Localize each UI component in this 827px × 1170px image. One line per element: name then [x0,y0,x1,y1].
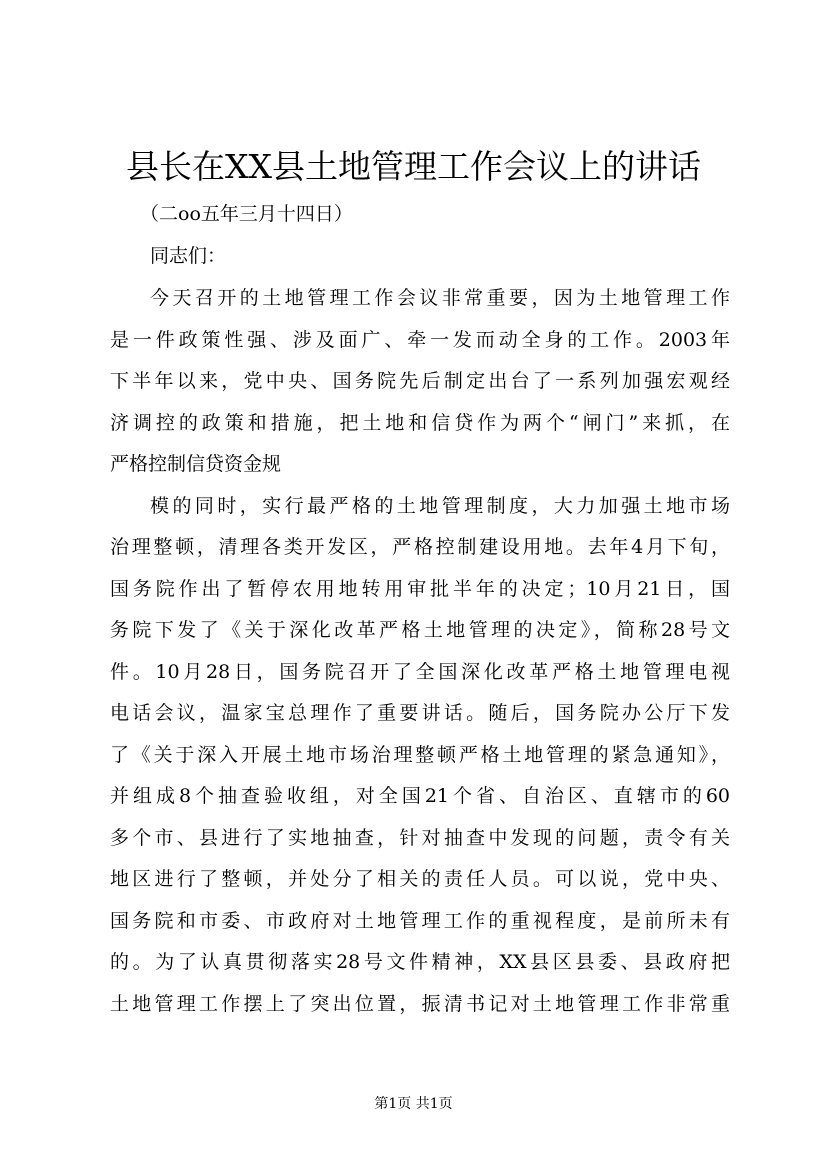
body-line: 济调控的政策和措施，把土地和信贷作为两个“闸门”来抓，在 [110,411,730,434]
body-line: 国务院作出了暂停农用地转用审批半年的决定；10月21日，国 [110,577,730,600]
speech-date: （二oo五年三月十四日） [140,203,353,225]
body-line: 多个市、县进行了实地抽查，针对抽查中发现的问题，责令有关 [110,826,730,849]
body-line: 件。10月28日，国务院召开了全国深化改革严格土地管理电视 [110,660,730,683]
page-footer: 第1页 共1页 [374,1096,453,1112]
body-line: 电话会议，温家宝总理作了重要讲话。随后，国务院办公厅下发 [110,702,730,724]
body-line: 严格控制信贷资金规 [110,453,282,475]
body-line: 是一件政策性强、涉及面广、牵一发而动全身的工作。2003年 [110,328,730,351]
document-title: 县长在XX县土地管理工作会议上的讲话 [126,147,701,186]
body-line: 治理整顿，清理各类开发区，严格控制建设用地。去年4月下旬， [110,536,730,558]
body-line: 模的同时，实行最严格的土地管理制度，大力加强土地市场 [150,494,730,517]
body-line: 并组成8个抽查验收组，对全国21个省、自治区、直辖市的60 [110,785,730,807]
body-line: 务院下发了《关于深化改革严格土地管理的决定》，简称28号文 [110,619,730,641]
greeting: 同志们： [150,245,227,267]
body-line: 的。为了认真贯彻落实28号文件精神，XX县区县委、县政府把 [110,951,730,973]
body-line: 了《关于深入开展土地市场治理整顿严格土地管理的紧急通知》， [110,743,730,766]
body-line: 今天召开的土地管理工作会议非常重要，因为土地管理工作 [150,287,730,309]
body-line: 土地管理工作摆上了突出位置，振清书记对土地管理工作非常重 [110,992,730,1015]
body-line: 下半年以来，党中央、国务院先后制定出台了一系列加强宏观经 [110,370,730,392]
body-line: 地区进行了整顿，并处分了相关的责任人员。可以说，党中央、 [110,868,730,890]
body-line: 国务院和市委、市政府对土地管理工作的重视程度，是前所未有 [110,909,730,932]
speech-body [110,278,730,1025]
